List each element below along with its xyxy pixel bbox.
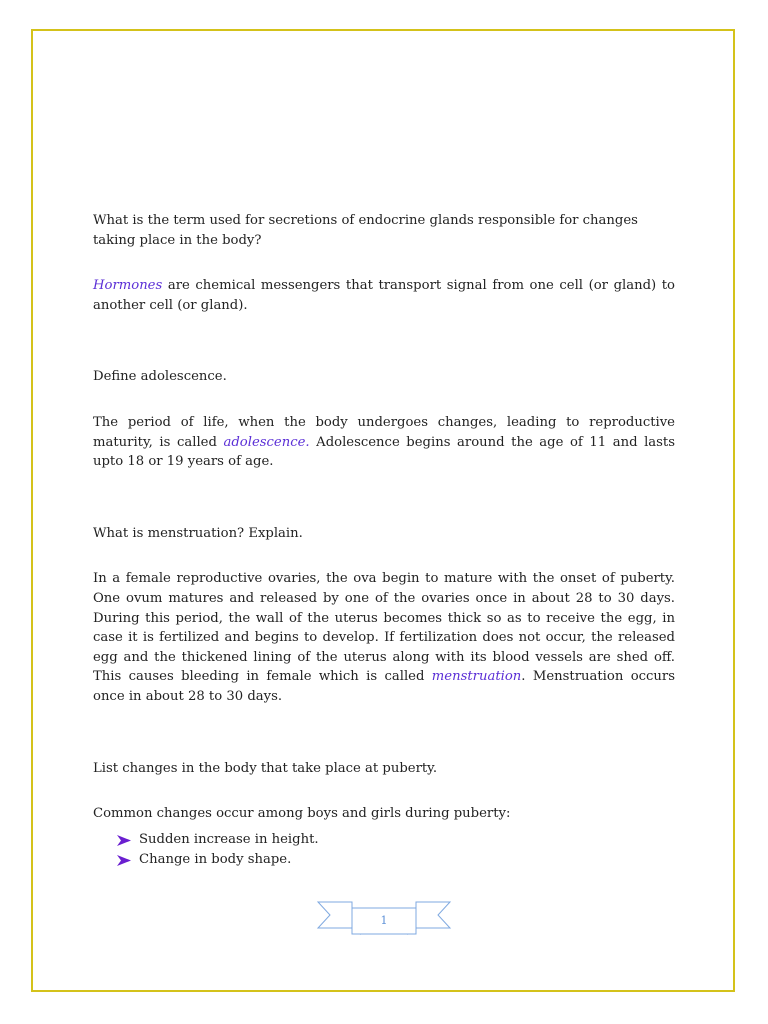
answer-4-intro: Common changes occur among boys and girls during puberty: xyxy=(93,806,511,822)
answer-2-text-post: Adolescence begins around the age of 11 and lasts upto 18 or 19 years of age. xyxy=(93,434,675,470)
list-item xyxy=(117,850,675,871)
question-2: Define adolescence. xyxy=(93,369,227,385)
answer-1-text: are chemical messengers that transport signal from one cell (or gland) to another cell (or gland). xyxy=(93,278,675,313)
page-number: 1 xyxy=(380,914,388,927)
answer-2-text-pre: The period of life, when the body undergoes changes, leading to reproductive maturity, is called xyxy=(93,414,675,450)
document-body xyxy=(93,211,675,871)
answer-2-term: adolescence. xyxy=(223,434,310,450)
answer-1-term: Hormones xyxy=(93,278,163,294)
question-4: List changes in the body that take place at puberty. xyxy=(93,760,438,776)
list-item-text: Change in body shape. xyxy=(139,852,292,868)
answer-1 xyxy=(93,276,675,315)
arrowhead-bullet-icon xyxy=(117,835,131,846)
list-item-text: Sudden increase in height. xyxy=(139,831,319,847)
answer-3-text-post: . Menstruation occurs once in about 28 to 30 days. xyxy=(93,669,675,704)
list-item xyxy=(117,830,675,851)
answer-3 xyxy=(93,569,675,706)
answer-3-text-pre: In a female reproductive ovaries, the ova begin to mature with the onset of puberty. One ovum matures and released by one of the ovaries once in about 28 to 30 days. During this period, the wall of the uterus becomes thick so as to receive the egg, in case it is fertilized and begins to develop. If fertilization does not occur, the released egg and the thickened lining of the uterus along with its blood vessels are shed off. This causes bleeding in female which is called xyxy=(93,571,675,685)
answer-2 xyxy=(93,413,675,472)
puberty-change-list xyxy=(93,830,675,871)
arrowhead-bullet-icon xyxy=(117,855,131,866)
question-1: What is the term used for secretions of endocrine glands responsible for changes taking place in the body? xyxy=(93,213,638,248)
answer-3-term: menstruation xyxy=(431,669,522,685)
question-3: What is menstruation? Explain. xyxy=(93,525,303,541)
